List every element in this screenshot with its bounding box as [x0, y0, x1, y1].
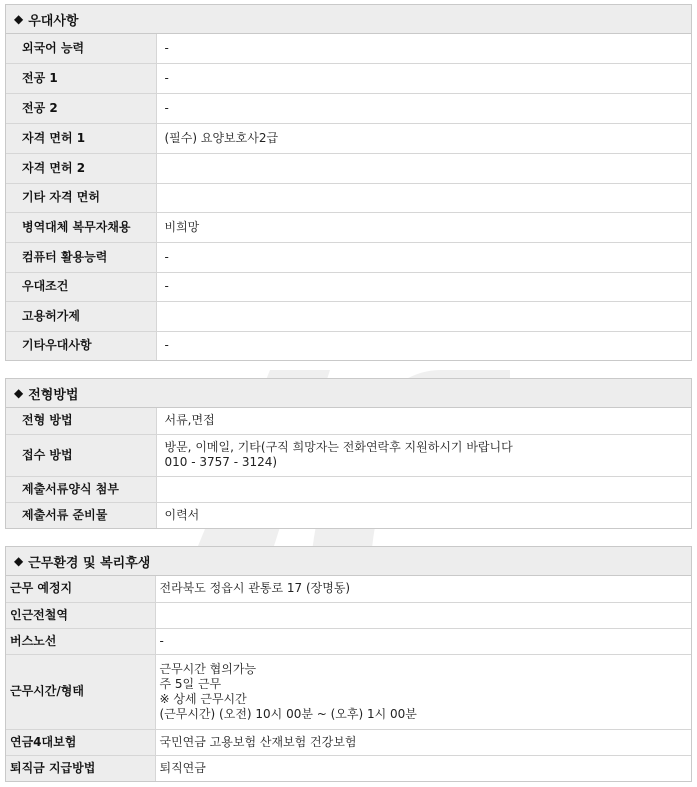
row-label: 접수 방법 [6, 434, 156, 476]
row-value [156, 502, 691, 528]
table-row [6, 729, 691, 755]
row-value [156, 301, 691, 331]
table-row [6, 502, 691, 528]
preferences-header [6, 5, 691, 34]
row-label: 근무시간/형태 [6, 654, 155, 729]
table-row [6, 476, 691, 502]
row-label: 연금4대보험 [6, 729, 155, 755]
preferences-section [5, 4, 692, 361]
row-label: 전형 방법 [6, 408, 156, 434]
table-row [6, 408, 691, 434]
row-label: 퇴직금 지급방법 [6, 755, 155, 781]
row-value: (필수) 요양보호사2급 [156, 123, 691, 153]
row-value [156, 153, 691, 183]
row-value [155, 654, 691, 729]
table-row [6, 183, 691, 212]
table-row [6, 63, 691, 93]
section-title: 우대사항 [28, 13, 79, 29]
table-row [6, 755, 691, 781]
row-label: 제출서류양식 첨부 [6, 476, 156, 502]
row-value-line: 국민연금 고용보험 산재보험 건강보험 [159, 734, 357, 749]
row-label: 자격 면허 1 [6, 123, 156, 153]
row-value-line: 방문, 이메일, 기타(구직 희망자는 전화연락후 지원하시기 바랍니다 [164, 440, 513, 454]
row-value: - [156, 272, 691, 301]
table-row [6, 434, 691, 476]
row-value-line: 주 5일 근무 [159, 676, 222, 691]
table-row [6, 301, 691, 331]
row-label: 전공 2 [6, 93, 156, 123]
row-value: - [156, 63, 691, 93]
row-label: 기타우대사항 [6, 331, 156, 360]
row-value [156, 476, 691, 502]
row-label: 제출서류 준비물 [6, 502, 156, 528]
table-row [6, 93, 691, 123]
row-value-line: (근무시간) (오전) 10시 00분 ~ (오후) 1시 00분 [159, 706, 417, 721]
environment-section [5, 546, 692, 782]
row-value [155, 729, 691, 755]
row-label: 전공 1 [6, 63, 156, 93]
row-value-line: 전라북도 정읍시 관통로 17 (장명동) [159, 581, 351, 596]
row-value [155, 602, 691, 628]
row-value-line: 서류,면접 [164, 413, 215, 428]
row-value-line: 근무시간 협의가능 [159, 661, 257, 676]
row-value-line: 이력서 [164, 507, 200, 522]
row-value [156, 408, 691, 434]
row-value: - [164, 40, 169, 55]
environment-header [6, 547, 691, 576]
row-value [155, 576, 691, 602]
row-label: 기타 자격 면허 [6, 183, 156, 212]
row-value: - [156, 331, 691, 360]
table-row [6, 272, 691, 301]
selection-header [6, 379, 691, 408]
table-row [6, 654, 691, 729]
row-label: 자격 면허 2 [6, 153, 156, 183]
table-row [6, 34, 691, 63]
row-label: 버스노선 [6, 628, 155, 654]
selection-table [6, 408, 691, 528]
table-row [6, 123, 691, 153]
row-label: 근무 예정지 [6, 576, 155, 602]
preferences-table [6, 34, 691, 360]
row-label: 고용허가제 [6, 301, 156, 331]
table-row [6, 331, 691, 360]
row-value [156, 434, 691, 476]
row-label: 컴퓨터 활용능력 [6, 242, 156, 272]
row-value-line: 010 - 3757 - 3124) [164, 455, 278, 469]
row-label: 병역대체 복무자채용 [6, 212, 156, 242]
row-value: - [156, 93, 691, 123]
diamond-bullet-icon: ◆ [14, 554, 24, 568]
row-value [155, 755, 691, 781]
row-value-line: ※ 상세 근무시간 [159, 691, 247, 706]
row-value: - [156, 242, 691, 272]
selection-section [5, 378, 692, 529]
diamond-bullet-icon: ◆ [14, 12, 24, 26]
diamond-bullet-icon: ◆ [14, 386, 24, 400]
table-row [6, 576, 691, 602]
section-title: 근무환경 및 복리후생 [28, 555, 151, 571]
row-value [156, 183, 691, 212]
table-row [6, 212, 691, 242]
row-label: 인근전철역 [6, 602, 155, 628]
table-row [6, 628, 691, 654]
row-label: 우대조건 [6, 272, 156, 301]
row-value [155, 628, 691, 654]
table-row [6, 602, 691, 628]
table-row [6, 242, 691, 272]
table-row [6, 153, 691, 183]
section-title: 전형방법 [28, 387, 79, 403]
row-label: 외국어 능력 [6, 34, 156, 63]
row-value: 비희망 [156, 212, 691, 242]
environment-table [6, 576, 691, 781]
row-value-line: 퇴직연금 [159, 760, 206, 775]
row-value-line: - [159, 633, 164, 648]
